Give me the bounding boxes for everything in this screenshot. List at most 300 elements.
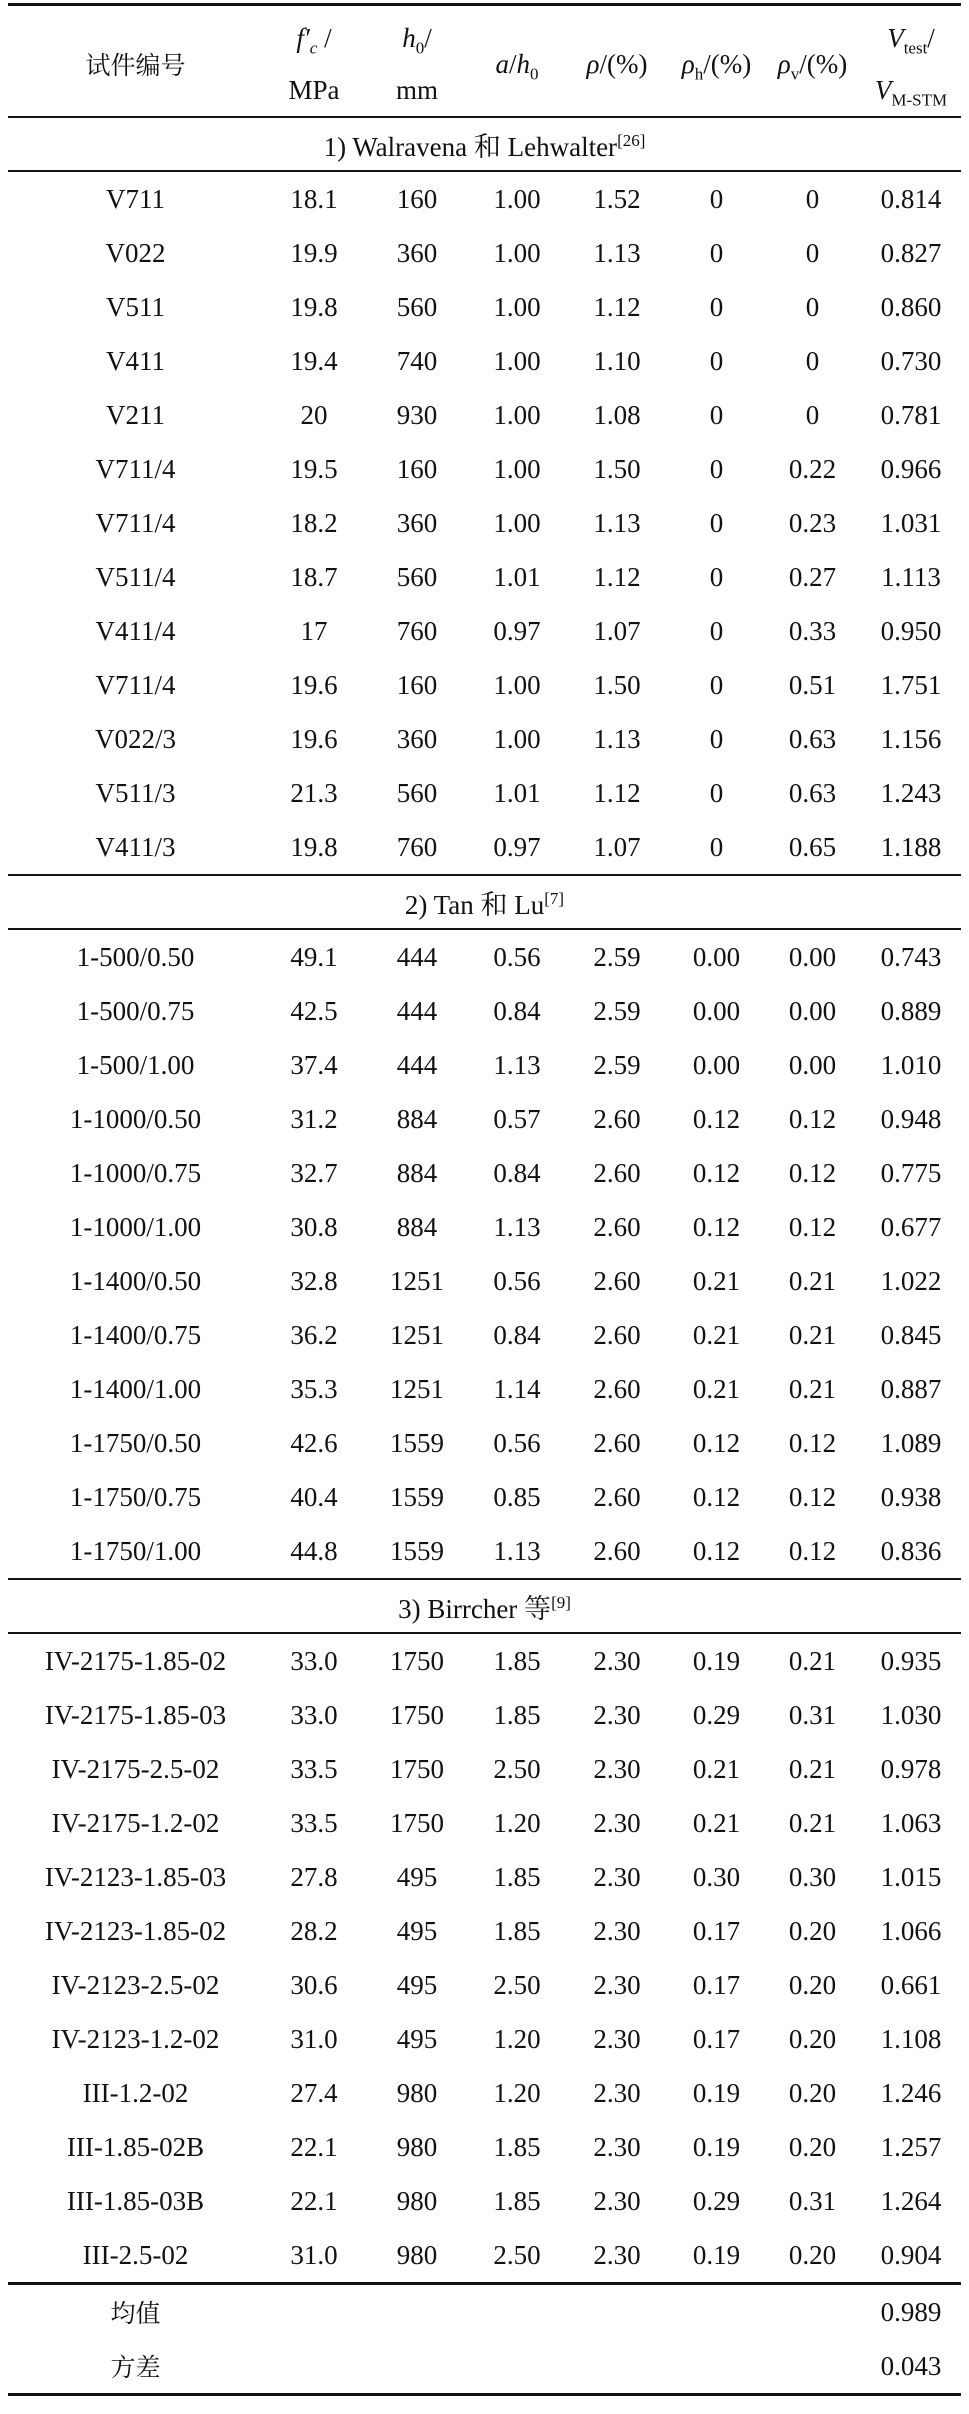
- table-row: [8, 496, 961, 550]
- cell-specimen-id: V211: [106, 399, 165, 430]
- cell-rho: 2.30: [593, 2131, 641, 2162]
- cell-a-over-h0: 2.50: [493, 2239, 541, 2270]
- cell-vtest-ratio: 1.030: [880, 1699, 942, 1730]
- cell-vtest-ratio: 1.066: [880, 1915, 942, 1946]
- cell-rho-v: 0.20: [788, 1915, 837, 1946]
- header-rho-h-suffix: /(%): [703, 48, 752, 79]
- cell-rho: 2.30: [593, 1807, 641, 1838]
- cell-specimen-id: IV-2123-1.2-02: [51, 2023, 220, 2054]
- cell-rho-v: 0.00: [788, 995, 837, 1026]
- table-row: [8, 1146, 961, 1200]
- cell-vtest-ratio: 0.889: [880, 995, 942, 1026]
- cell-fc: 22.1: [290, 2131, 338, 2162]
- summary-empty-cell: [565, 2339, 669, 2395]
- table-row: [8, 1958, 961, 2012]
- cell-specimen-id: IV-2123-1.85-02: [44, 1915, 227, 1946]
- summary-empty-cell: [469, 2284, 565, 2340]
- cell-fc: 35.3: [290, 1373, 338, 1404]
- cell-vtest-ratio: 0.781: [880, 399, 942, 430]
- cell-rho-v: 0: [764, 171, 861, 226]
- cell-vtest-ratio: 1.156: [880, 723, 942, 754]
- cell-h0: 495: [396, 1861, 438, 1892]
- summary-value: 0.043: [861, 2339, 961, 2395]
- cell-rho-h: 0: [709, 453, 724, 484]
- cell-rho-h: 0.29: [692, 1699, 741, 1730]
- table-row: [8, 171, 961, 226]
- section-citation: [9]: [551, 1592, 571, 1612]
- table-row: [8, 1796, 961, 1850]
- section-title-row: [8, 1579, 961, 1633]
- cell-h0: 1750: [390, 1807, 444, 1838]
- cell-vtest-ratio: 0.814: [861, 171, 961, 226]
- summary-empty-cell: [764, 2284, 861, 2340]
- cell-rho-v: 0.31: [788, 1699, 837, 1730]
- header-row-1: [8, 5, 961, 65]
- cell-rho-h: 0.21: [692, 1319, 741, 1350]
- header-rho-h-symbol: ρ: [681, 48, 695, 79]
- cell-rho-v: 0: [805, 291, 820, 322]
- cell-vtest-ratio: 0.887: [880, 1373, 942, 1404]
- cell-h0: 1559: [390, 1535, 444, 1566]
- cell-rho-v: 0.21: [788, 1807, 837, 1838]
- cell-rho-h: 0.19: [692, 2077, 741, 2108]
- cell-rho: 2.60: [593, 1319, 641, 1350]
- cell-rho: 2.59: [593, 995, 641, 1026]
- cell-rho-v: 0.12: [788, 1481, 837, 1512]
- cell-vtest-ratio: 1.010: [880, 1049, 942, 1080]
- cell-specimen-id: IV-2175-1.85-02: [8, 1633, 263, 1688]
- cell-fc: 42.5: [290, 995, 338, 1026]
- section-title-row: [8, 875, 961, 929]
- cell-fc: 20: [300, 399, 328, 430]
- cell-rho-v: 0.12: [788, 1211, 837, 1242]
- cell-a-over-h0: 1.13: [493, 1211, 541, 1242]
- cell-rho-h: 0: [669, 171, 764, 226]
- cell-h0: 930: [396, 399, 438, 430]
- cell-vtest-ratio: 0.948: [880, 1103, 942, 1134]
- table-row: [8, 766, 961, 820]
- cell-rho-v: 0.12: [788, 1157, 837, 1188]
- cell-rho-v: 0.20: [788, 2131, 837, 2162]
- cell-specimen-id: V711/4: [95, 453, 176, 484]
- cell-rho-h: 0.17: [692, 1969, 741, 2000]
- cell-h0: 1559: [390, 1427, 444, 1458]
- cell-h0: 980: [396, 2185, 438, 2216]
- summary-empty-cell: [669, 2339, 764, 2395]
- cell-rho-h: 0.12: [692, 1103, 741, 1134]
- cell-a-over-h0: 0.56: [493, 1265, 541, 1296]
- cell-fc: 18.2: [290, 507, 338, 538]
- header-vtest-symbol: V: [887, 22, 904, 53]
- summary-label: 均值: [8, 2284, 263, 2340]
- cell-rho-v: 0.27: [788, 561, 837, 592]
- cell-rho-h: 0: [709, 237, 724, 268]
- cell-a-over-h0: 2.50: [493, 1969, 541, 2000]
- cell-h0: 360: [396, 237, 438, 268]
- cell-rho-h: 0.30: [692, 1861, 741, 1892]
- table-row: [8, 1470, 961, 1524]
- cell-vtest-ratio: 0.938: [880, 1481, 942, 1512]
- cell-h0: 1750: [390, 1699, 444, 1730]
- cell-h0: 1251: [390, 1319, 444, 1350]
- cell-a-over-h0: 1.85: [493, 1861, 541, 1892]
- cell-specimen-id: 1-500/1.00: [76, 1049, 195, 1080]
- cell-rho-h: 0.21: [692, 1807, 741, 1838]
- cell-rho: 1.12: [593, 291, 641, 322]
- cell-fc: 33.0: [290, 1699, 338, 1730]
- cell-a-over-h0: 0.84: [493, 1319, 541, 1350]
- cell-fc: 49.1: [263, 929, 365, 984]
- cell-h0: 884: [396, 1211, 438, 1242]
- header-fc-suffix: /: [317, 22, 332, 53]
- header-rho-v-sub: v: [790, 63, 800, 83]
- table-row: [8, 1688, 961, 1742]
- header-fc-unit-label: MPa: [288, 74, 340, 105]
- section-title-text: 2) Tan 和 Lu: [404, 889, 545, 920]
- cell-rho-v: 0.51: [788, 669, 837, 700]
- cell-a-over-h0: 0.84: [493, 995, 541, 1026]
- cell-fc: 31.2: [290, 1103, 338, 1134]
- table-row: [8, 1416, 961, 1470]
- cell-fc: 30.8: [290, 1211, 338, 1242]
- section-citation: [7]: [544, 888, 565, 908]
- cell-fc: 40.4: [290, 1481, 338, 1512]
- cell-rho: 1.12: [593, 561, 641, 592]
- cell-rho-v: 0.20: [788, 2077, 837, 2108]
- cell-a-over-h0: 0.57: [493, 1103, 541, 1134]
- cell-specimen-id: 1-1400/1.00: [69, 1373, 202, 1404]
- cell-specimen-id: 1-1400/0.75: [69, 1319, 202, 1350]
- cell-fc: 19.6: [290, 669, 338, 700]
- table-header: [8, 5, 961, 118]
- cell-vtest-ratio: 0.677: [880, 1211, 942, 1242]
- cell-fc: 36.2: [290, 1319, 338, 1350]
- table-row: [8, 388, 961, 442]
- cell-a-over-h0: 1.00: [493, 291, 541, 322]
- cell-rho-h: 0.00: [669, 929, 764, 984]
- cell-rho: 2.30: [593, 2023, 641, 2054]
- cell-h0: 1251: [390, 1373, 444, 1404]
- cell-fc: 21.3: [290, 777, 338, 808]
- header-h0-unit: [365, 64, 469, 117]
- section-title: [8, 117, 961, 171]
- cell-vtest-ratio: 1.089: [880, 1427, 942, 1458]
- cell-a-over-h0: 1.00: [469, 171, 565, 226]
- cell-specimen-id: IV-2175-1.85-03: [44, 1699, 227, 1730]
- cell-a-over-h0: 1.14: [493, 1373, 541, 1404]
- cell-rho-v: 0.21: [788, 1319, 837, 1350]
- cell-vtest-ratio: 0.730: [880, 345, 942, 376]
- cell-vtest-ratio: 0.743: [861, 929, 961, 984]
- cell-rho: 2.59: [565, 929, 669, 984]
- cell-vtest-ratio: 1.113: [881, 561, 941, 592]
- cell-specimen-id: V022: [105, 237, 166, 268]
- section-title: [8, 1579, 961, 1633]
- cell-rho: 1.52: [565, 171, 669, 226]
- cell-rho-h: 0: [709, 345, 724, 376]
- header-rho-v-suffix: /(%): [799, 48, 848, 79]
- header-h0: [365, 5, 469, 65]
- cell-h0: 495: [396, 2023, 438, 2054]
- cell-a-over-h0: 1.00: [493, 237, 541, 268]
- cell-rho: 2.30: [565, 1633, 669, 1688]
- cell-specimen-id: V711/4: [95, 507, 176, 538]
- cell-a-over-h0: 0.56: [469, 929, 565, 984]
- cell-fc: 32.7: [290, 1157, 338, 1188]
- cell-a-over-h0: 0.97: [493, 831, 541, 862]
- cell-specimen-id: 1-500/0.50: [8, 929, 263, 984]
- cell-rho: 1.07: [593, 615, 641, 646]
- cell-rho-h: 0.19: [692, 2239, 741, 2270]
- cell-vtest-ratio: 0.978: [880, 1753, 942, 1784]
- cell-rho-v: 0.63: [788, 723, 837, 754]
- cell-h0: 980: [396, 2239, 438, 2270]
- table-row: [8, 2012, 961, 2066]
- table-row: [8, 442, 961, 496]
- cell-rho: 1.07: [593, 831, 641, 862]
- cell-rho: 2.30: [593, 1699, 641, 1730]
- cell-a-over-h0: 1.00: [493, 453, 541, 484]
- cell-a-over-h0: 0.85: [493, 1481, 541, 1512]
- cell-fc: 44.8: [290, 1535, 338, 1566]
- cell-fc: 27.4: [290, 2077, 338, 2108]
- table-row: [8, 280, 961, 334]
- cell-a-over-h0: 1.85: [493, 1699, 541, 1730]
- cell-fc: 19.9: [290, 237, 338, 268]
- cell-h0: 495: [396, 1969, 438, 2000]
- cell-rho: 2.60: [593, 1373, 641, 1404]
- cell-h0: 980: [396, 2077, 438, 2108]
- cell-rho-v: 0.12: [788, 1103, 837, 1134]
- cell-rho-v: 0.20: [788, 2239, 837, 2270]
- cell-rho-h: 0.00: [692, 995, 741, 1026]
- cell-rho: 2.60: [593, 1211, 641, 1242]
- cell-rho: 2.30: [593, 2077, 641, 2108]
- header-vtest-suffix: /: [927, 22, 935, 53]
- cell-rho-h: 0: [709, 399, 724, 430]
- cell-h0: 884: [396, 1157, 438, 1188]
- cell-vtest-ratio: 0.950: [880, 615, 942, 646]
- cell-rho-v: 0.33: [788, 615, 837, 646]
- cell-rho-h: 0.12: [692, 1427, 741, 1458]
- cell-h0: 1750: [390, 1753, 444, 1784]
- cell-rho: 2.30: [593, 1915, 641, 1946]
- summary-empty-cell: [263, 2339, 365, 2395]
- cell-fc: 17: [300, 615, 328, 646]
- cell-h0: 760: [396, 831, 438, 862]
- header-rho: [565, 5, 669, 118]
- cell-rho: 2.30: [593, 1969, 641, 2000]
- cell-rho-v: 0.31: [788, 2185, 837, 2216]
- cell-a-over-h0: 1.13: [493, 1049, 541, 1080]
- cell-specimen-id: V022/3: [95, 723, 176, 754]
- cell-rho-v: 0: [805, 345, 820, 376]
- cell-a-over-h0: 1.85: [493, 2131, 541, 2162]
- cell-rho: 2.30: [593, 2239, 641, 2270]
- table-row: [8, 1524, 961, 1579]
- table-row: [8, 550, 961, 604]
- summary-row: [8, 2284, 961, 2340]
- cell-rho-h: 0.12: [692, 1157, 741, 1188]
- cell-rho: 1.10: [593, 345, 641, 376]
- cell-fc: 28.2: [290, 1915, 338, 1946]
- header-rho-h-sub: h: [694, 63, 704, 83]
- cell-specimen-id: V411/3: [95, 831, 176, 862]
- cell-rho-h: 0.12: [692, 1481, 741, 1512]
- cell-specimen-id: IV-2123-1.85-03: [44, 1861, 227, 1892]
- table-row: [8, 1904, 961, 1958]
- cell-rho: 1.50: [593, 453, 641, 484]
- cell-fc: 22.1: [290, 2185, 338, 2216]
- cell-h0: 444: [396, 995, 438, 1026]
- header-rho-v: [764, 5, 861, 118]
- table-row: [8, 604, 961, 658]
- cell-h0: 444: [396, 1049, 438, 1080]
- table-row: [8, 1092, 961, 1146]
- cell-rho-v: 0.30: [788, 1861, 837, 1892]
- cell-specimen-id: 1-1000/1.00: [69, 1211, 202, 1242]
- table-row: [8, 1254, 961, 1308]
- header-rho-h: [669, 5, 764, 118]
- cell-fc: 18.1: [263, 171, 365, 226]
- cell-rho: 1.13: [593, 237, 641, 268]
- cell-fc: 31.0: [290, 2023, 338, 2054]
- cell-specimen-id: 1-1400/0.50: [69, 1265, 202, 1296]
- cell-fc: 19.8: [290, 831, 338, 862]
- cell-h0: 884: [396, 1103, 438, 1134]
- table-row: [8, 1742, 961, 1796]
- cell-rho-v: 0.20: [788, 1969, 837, 2000]
- header-specimen-id: [8, 5, 263, 118]
- header-h0-suffix: /: [424, 22, 432, 53]
- cell-rho-v: 0.65: [788, 831, 837, 862]
- header-vstm-symbol: V: [874, 74, 892, 105]
- cell-rho: 2.59: [593, 1049, 641, 1080]
- cell-h0: 160: [396, 453, 438, 484]
- cell-rho-v: 0.00: [764, 929, 861, 984]
- cell-rho: 2.60: [593, 1481, 641, 1512]
- cell-rho: 2.60: [593, 1265, 641, 1296]
- cell-specimen-id: V411/4: [95, 615, 176, 646]
- table-row: [8, 334, 961, 388]
- header-h0-unit-label: mm: [395, 74, 438, 105]
- table-row: [8, 2066, 961, 2120]
- header-vtest: [861, 5, 961, 65]
- cell-fc: 31.0: [290, 2239, 338, 2270]
- cell-fc: 33.5: [290, 1753, 338, 1784]
- cell-vtest-ratio: 0.904: [880, 2239, 942, 2270]
- header-a-h-sub: 0: [530, 63, 539, 83]
- cell-rho: 1.13: [593, 723, 641, 754]
- header-vstm: [861, 64, 961, 117]
- cell-fc: 19.4: [290, 345, 338, 376]
- cell-h0: 360: [396, 507, 438, 538]
- header-a-h0: [469, 5, 565, 118]
- cell-a-over-h0: 1.13: [493, 1535, 541, 1566]
- table-row: [8, 929, 961, 984]
- cell-rho: 1.13: [593, 507, 641, 538]
- cell-a-over-h0: 1.00: [493, 723, 541, 754]
- summary-row: [8, 2339, 961, 2395]
- cell-rho-v: 0.63: [788, 777, 837, 808]
- cell-vtest-ratio: 1.022: [880, 1265, 942, 1296]
- cell-rho-h: 0.19: [692, 2131, 741, 2162]
- summary-empty-cell: [469, 2339, 565, 2395]
- cell-a-over-h0: 1.20: [493, 1807, 541, 1838]
- cell-rho-h: 0.29: [692, 2185, 741, 2216]
- cell-rho-h: 0: [709, 831, 724, 862]
- cell-h0: 560: [396, 777, 438, 808]
- cell-vtest-ratio: 1.188: [880, 831, 942, 862]
- cell-specimen-id: 1-1000/0.75: [69, 1157, 202, 1188]
- header-fc-sub: c: [309, 37, 318, 57]
- header-fc-unit: [263, 64, 365, 117]
- cell-h0: 760: [396, 615, 438, 646]
- cell-vtest-ratio: 1.257: [880, 2131, 942, 2162]
- cell-a-over-h0: 1.01: [493, 561, 541, 592]
- cell-rho-h: 0: [709, 777, 724, 808]
- summary-empty-cell: [365, 2339, 469, 2395]
- cell-a-over-h0: 2.50: [493, 1753, 541, 1784]
- cell-rho: 2.60: [593, 1535, 641, 1566]
- summary-value: 0.989: [861, 2284, 961, 2340]
- table-row: [8, 1200, 961, 1254]
- cell-h0: 495: [396, 1915, 438, 1946]
- section-title-text: 3) Birrcher 等: [398, 1593, 552, 1624]
- cell-h0: 980: [396, 2131, 438, 2162]
- cell-specimen-id: 1-1000/0.50: [69, 1103, 202, 1134]
- cell-vtest-ratio: 0.966: [880, 453, 942, 484]
- cell-specimen-id: V711/4: [95, 669, 176, 700]
- cell-h0: 560: [396, 291, 438, 322]
- cell-rho-v: 0.21: [788, 1373, 837, 1404]
- cell-fc: 19.5: [290, 453, 338, 484]
- cell-h0: 160: [365, 171, 469, 226]
- cell-rho-v: 0.00: [788, 1049, 837, 1080]
- cell-h0: 1559: [390, 1481, 444, 1512]
- header-h0-symbol: h: [402, 22, 416, 53]
- table-row: [8, 658, 961, 712]
- header-vtest-sub: test: [903, 37, 928, 57]
- cell-vtest-ratio: 0.935: [861, 1633, 961, 1688]
- cell-rho-h: 0: [709, 669, 724, 700]
- header-rho-symbol: ρ: [586, 48, 600, 79]
- cell-h0: 360: [396, 723, 438, 754]
- cell-rho-h: 0.17: [692, 1915, 741, 1946]
- header-fc: [263, 5, 365, 65]
- summary-empty-cell: [669, 2284, 764, 2340]
- cell-rho-h: 0.17: [692, 2023, 741, 2054]
- cell-specimen-id: III-1.85-03B: [66, 2185, 205, 2216]
- table-row: [8, 2228, 961, 2284]
- table-row: [8, 1362, 961, 1416]
- cell-vtest-ratio: 0.827: [880, 237, 942, 268]
- header-specimen-id-label: 试件编号: [85, 51, 186, 80]
- cell-rho-v: 0.20: [788, 2023, 837, 2054]
- cell-fc: 32.8: [290, 1265, 338, 1296]
- cell-fc: 37.4: [290, 1049, 338, 1080]
- cell-specimen-id: 1-1750/0.50: [69, 1427, 202, 1458]
- table-row: [8, 1633, 961, 1688]
- cell-rho-h: 0.21: [692, 1753, 741, 1784]
- cell-rho: 2.60: [593, 1427, 641, 1458]
- cell-vtest-ratio: 0.836: [880, 1535, 942, 1566]
- cell-vtest-ratio: 0.860: [880, 291, 942, 322]
- cell-specimen-id: V511: [106, 291, 165, 322]
- section-title-row: [8, 117, 961, 171]
- section-title-text: 1) Walravena 和 Lehwalter: [323, 131, 618, 162]
- header-h0-sub: 0: [415, 37, 425, 57]
